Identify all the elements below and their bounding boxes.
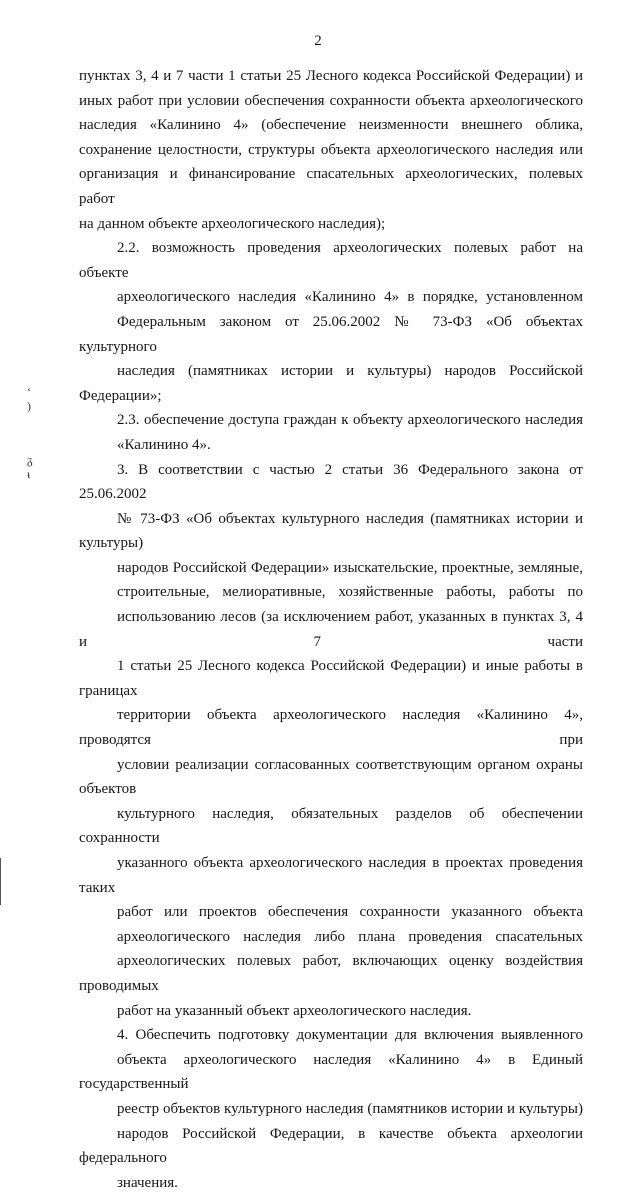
paragraph-3 [79, 458, 583, 1024]
text-line: работ или проектов обеспечения сохранности указанного объекта [117, 904, 583, 921]
text-line: наследия (памятниках истории и культуры) народов Российской Федерации»; [79, 363, 583, 404]
text-line: археологических полевых работ, включающих оценку воздействия проводимых [79, 953, 583, 994]
text-line: Федеральным законом от 25.06.2002 № 73-ФЗ «Об объектах культурного [79, 313, 583, 355]
text-line: 4. Обеспечить подготовку документации для включения выявленного [117, 1027, 583, 1044]
text-line: на данном объекте археологического наследия); [79, 215, 386, 232]
paragraph-continuation [79, 64, 583, 236]
text-line: значения. [117, 1174, 178, 1191]
page-edge-line [0, 858, 1, 905]
text-line: № 73-ФЗ «Об объектах культурного наследия (памятниках истории и культуры) [79, 510, 583, 552]
text-line: «Калинино 4». [117, 436, 211, 453]
text-line: иных работ при условии обеспечения сохранности объекта археологического [79, 92, 583, 109]
text-line: археологического наследия «Калинино 4» в порядке, установленном [117, 289, 583, 306]
text-line: работ на указанный объект археологического наследия. [117, 1002, 472, 1019]
text-line: использованию лесов (за исключением работ, указанных в пунктах 3, 4 и 7 части [79, 609, 583, 650]
text-line: культурного наследия, обязательных разделов об обеспечении сохранности [79, 805, 583, 847]
text-line: народов Российской Федерации» изыскательские, проектные, земляные, [117, 559, 583, 576]
text-line: условии реализации согласованных соответствующим органом охраны объектов [79, 756, 583, 798]
text-line: реестр объектов культурного наследия (памятников истории и культуры) [117, 1100, 583, 1117]
text-line: объекта археологического наследия «Калинино 4» в Единый государственный [79, 1051, 583, 1093]
paragraph-2-3 [79, 408, 583, 457]
text-line: территории объекта археологического наследия «Калинино 4», проводятся при [79, 707, 583, 749]
text-line: археологического наследия либо плана проведения спасательных [117, 928, 583, 945]
text-line: 2.3. обеспечение доступа граждан к объекту археологического наследия [117, 412, 583, 429]
text-line: 1 статьи 25 Лесного кодекса Российской Федерации) и иные работы в границах [79, 658, 583, 699]
text-line: сохранение целостности, структуры объекта археологического наследия или [79, 141, 583, 158]
text-line: организация и финансирование спасательных археологических, полевых работ [79, 166, 583, 207]
text-line: наследия «Калинино 4» (обеспечение неизменности внешнего облика, [79, 117, 583, 134]
paragraph-4 [79, 1023, 583, 1195]
text-line: пунктах 3, 4 и 7 части 1 статьи 25 Лесного кодекса Российской Федерации) и [79, 68, 583, 84]
text-line: народов Российской Федерации, в качестве объекта археологии федерального [79, 1125, 583, 1167]
text-line: строительные, мелиоративные, хозяйственные работы, работы по [117, 584, 583, 601]
document-body [79, 64, 583, 1195]
text-line: указанного объекта археологического наследия в проектах проведения таких [79, 855, 583, 896]
text-line: 2.2. возможность проведения археологических полевых работ на объекте [79, 240, 583, 281]
text-line: 3. В соответствии с частью 2 статьи 36 Федерального закона от 25.06.2002 [79, 461, 583, 503]
margin-marks: ʻ ) ᵹ ᵼ [27, 385, 33, 481]
paragraph-2-2 [79, 236, 583, 408]
page-number: 2 [314, 33, 322, 49]
